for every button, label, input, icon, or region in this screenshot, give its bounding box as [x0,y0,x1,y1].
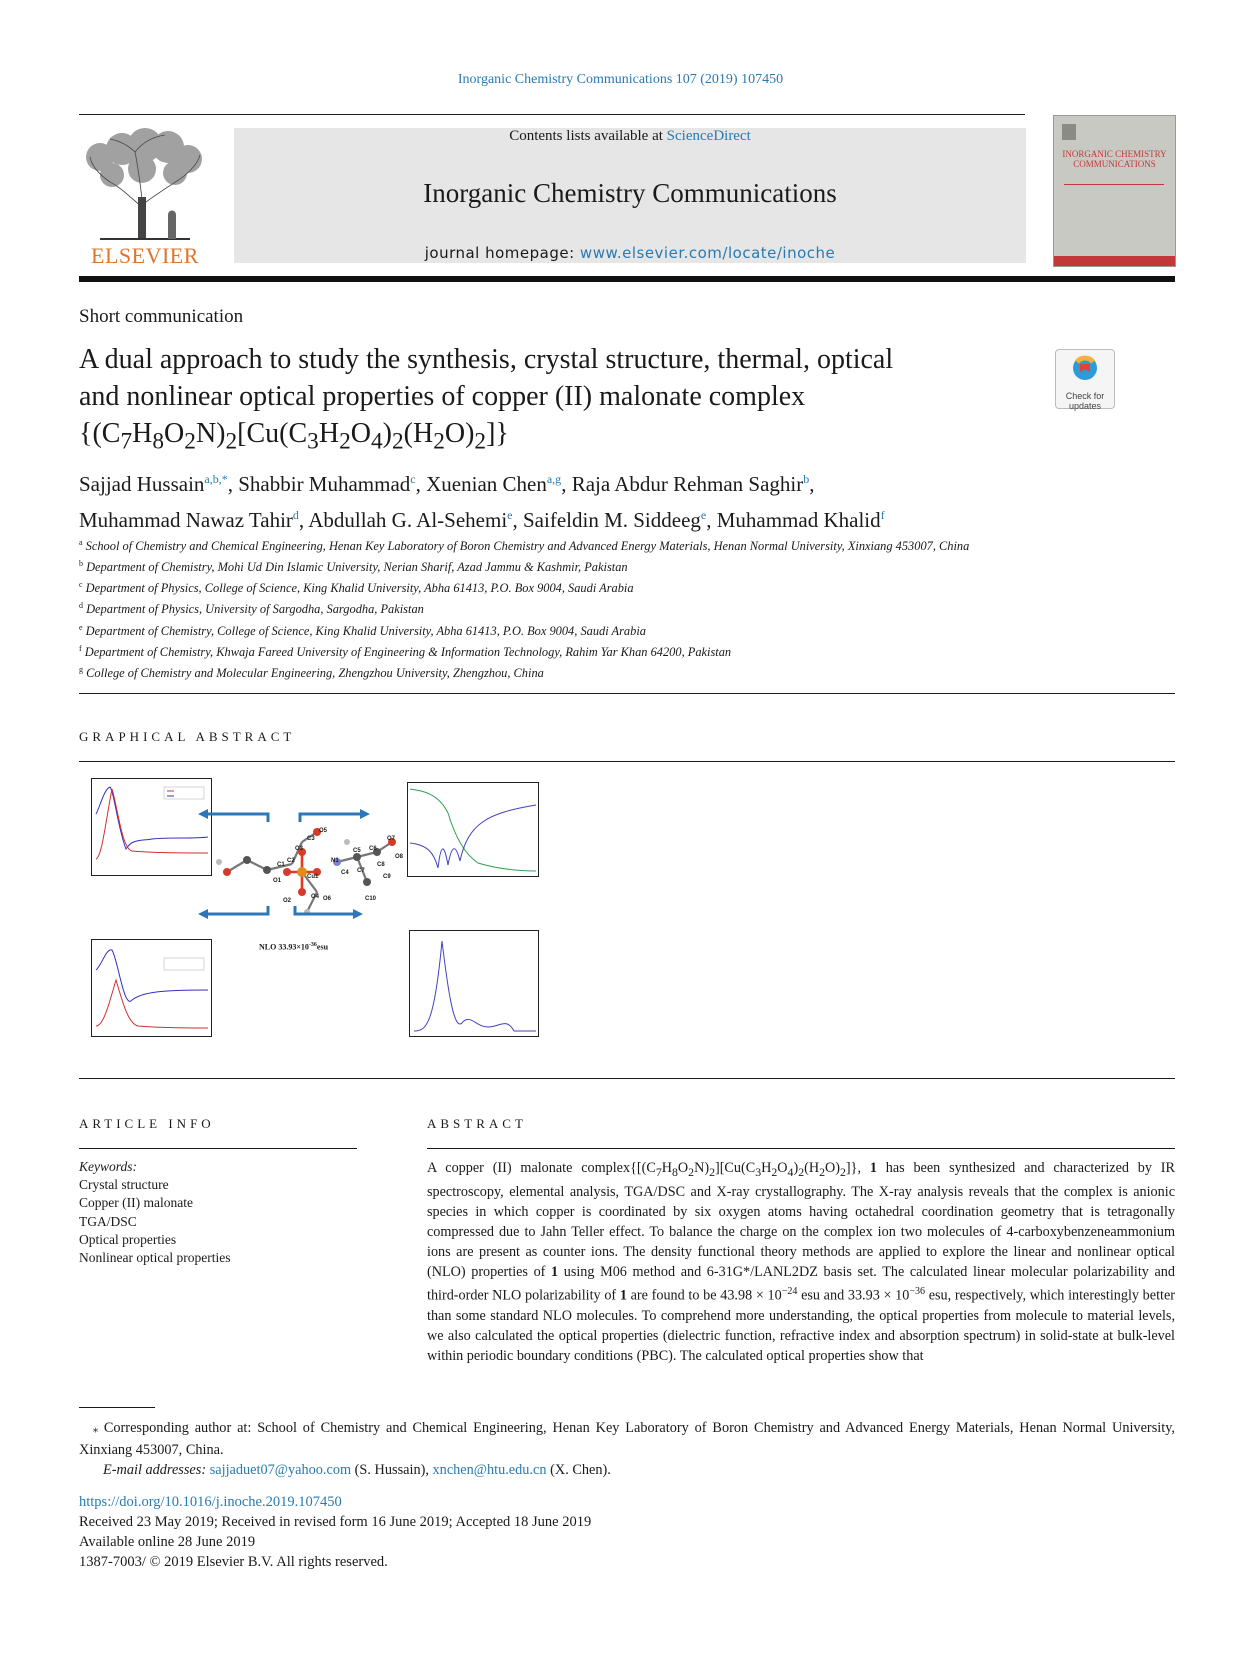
title-formula: $\{(C_7H_8O_2N)_2[Cu(C_3H_2O_4)_2(H_2O)_2]\}$ [79,418,509,455]
abstract-label: ABSTRACT [427,1116,527,1131]
title-line-1: A dual approach to study the synthesis, crystal structure, thermal, optical [79,344,894,375]
author-name: Muhammad Khalid [716,508,881,532]
email-owner: (X. Chen). [546,1462,611,1478]
atom-label: O2 [283,898,292,904]
email-link-hussain[interactable]: sajjaduet07@yahoo.com [209,1462,352,1478]
author-entry [572,472,815,496]
absorption-spectrum-plot [409,930,539,1037]
abstract-part: using M06 method and 6-31G*/LANL2DZ basis set. The calculated linear molecular polarizability and third-order NLO polarizability of [427,1263,1175,1304]
atom-label: O5 [319,828,328,834]
affiliation-key: e [79,622,83,632]
contents-line [234,128,1026,145]
exponent: −24 [781,1285,798,1297]
keyword-item: Copper (II) malonate [79,1195,193,1211]
corresponding-author-note [79,1418,1175,1480]
atom-label: N1 [331,858,339,864]
homepage-link[interactable]: www.elsevier.com/locate/inoche [579,244,836,262]
tga-dsc-plot [407,782,539,877]
nlo-unit: esu [316,942,329,952]
author-affiliation-marker[interactable]: e [507,508,513,522]
nlo-value-label [259,942,328,952]
abstract-part: esu, respectively, which interestingly better than some standard NLO molecules. To comprehend more understanding, the optical properties from molecule to material levels, we also calculated the optical properties (dielectric function, refractive index and absorption spectrum) in solid-state at bulk-level within periodic boundary conditions (PBC). The calculated optical properties show that [427,1287,1175,1364]
author-affiliation-marker[interactable]: b [803,472,810,486]
author-entry [79,508,308,532]
elsevier-logo[interactable] [80,127,210,243]
author-affiliation-marker[interactable]: f [880,508,885,522]
complex-formula: $\{[(C_7H_8O_2N)_2][Cu(C_3H_2O_4)_2(H_2O)_2]\}$, 1 [630,1160,877,1179]
author-name: Xuenian Chen [426,472,547,496]
article-info-rule [79,1148,357,1149]
affiliation-item [79,534,1049,555]
check-updates-label-2: updates [1068,401,1102,411]
email-link-chen[interactable]: xnchen@htu.edu.cn [432,1462,547,1478]
copyright-line: 1387-7003/ © 2019 Elsevier B.V. All rights reserved. [79,1554,388,1570]
article-history [79,1492,979,1572]
refractive-index-plot [91,939,212,1037]
journal-cover-thumbnail[interactable] [1053,115,1176,267]
journal-reference[interactable]: Inorganic Chemistry Communications 107 (2019) 107450 [457,72,784,87]
arrow-left-top-icon [194,808,274,828]
keyword-item: TGA/DSC [79,1213,137,1229]
author-entry [523,508,717,532]
author-entry [308,508,523,532]
abstract-part: are found to be 43.98 × 10 [626,1287,782,1304]
author-entry [79,472,238,496]
abstract-part: A copper (II) malonate complex [427,1160,631,1176]
affiliation-key: g [79,664,83,674]
graphical-abstract-label: GRAPHICAL ABSTRACT [79,729,296,744]
atom-label: O6 [323,896,332,902]
atom-label: Cu1 [307,874,319,880]
affiliation-list [79,534,1049,682]
keywords-label: Keywords: [79,1159,137,1174]
atom-label: C9 [383,874,391,880]
check-updates-icon [1056,350,1114,386]
affiliation-text: College of Chemistry and Molecular Engineering, Zhengzhou University, Zhengzhou, China [86,665,544,680]
homepage-prefix: journal homepage: [424,244,580,262]
article-info-label: ARTICLE INFO [79,1116,215,1131]
corresponding-line [79,1418,1175,1460]
author-affiliation-marker[interactable]: c [410,472,416,486]
compound-number: 1 [869,1160,877,1176]
article-title [79,341,1039,461]
nlo-exponent: -36 [308,942,317,948]
atom-label: C10 [365,896,377,902]
abstract-part: esu and 33.93 × 10 [797,1287,910,1304]
affiliation-key: a [79,538,83,547]
keywords-block [79,1158,359,1267]
author-affiliation-marker[interactable]: e [700,508,707,522]
graphical-abstract-rule [79,761,1175,762]
affiliation-item [79,640,1049,661]
atom-label: C3 [307,836,315,842]
affiliation-item [79,597,1049,618]
affiliation-item [79,555,1049,576]
author-separator: , [512,508,523,532]
author-separator: , [227,472,239,496]
author-entry [238,472,426,496]
author-affiliation-marker[interactable]: a,b,* [204,472,228,486]
online-date: Available online 28 June 2019 [79,1534,256,1550]
atom-label: C6 [369,846,377,852]
atom-label: C7 [357,868,365,874]
arrow-right-bottom-icon [289,902,369,922]
keyword-item: Nonlinear optical properties [79,1250,231,1266]
author-name: Shabbir Muhammad [238,472,411,496]
received-dates: Received 23 May 2019; Received in revised form 16 June 2019; Accepted 18 June 2019 [79,1514,592,1530]
affiliation-text: Department of Physics, University of Sargodha, Sargodha, Pakistan [86,602,424,617]
author-affiliation-marker[interactable]: d [292,508,299,522]
cover-divider [1064,184,1164,185]
arrow-left-bottom-icon [194,902,274,922]
author-entry [426,472,572,496]
journal-title: Inorganic Chemistry Communications [423,178,837,208]
author-separator: , [561,472,572,496]
cover-band [1054,256,1175,266]
arrow-right-top-icon [294,808,374,828]
cover-logo-icon [1062,124,1076,140]
homepage-line [234,244,1026,262]
compound-number: 1 [551,1263,559,1280]
check-updates-label-1: Check for [1065,391,1105,401]
nlo-value: NLO 33.93×10 [259,942,309,952]
affiliation-key: b [79,559,83,569]
exponent: −36 [909,1285,925,1297]
author-separator: , [298,508,309,532]
affiliation-key: d [79,601,83,611]
affiliation-key: c [79,580,83,590]
email-line [79,1460,1175,1480]
abstract-body [427,1158,1175,1366]
atom-label: O7 [387,836,396,842]
author-name: Sajjad Hussain [79,472,205,496]
atom-label: O4 [311,894,320,900]
affiliation-text: Department of Chemistry, Mohi Ud Din Islamic University, Nerian Sharif, Azad Jammu & Kashmir, Pakistan [86,560,628,575]
atom-label: C8 [377,862,385,868]
affiliation-text: Department of Chemistry, College of Science, King Khalid University, Abha 61413, P.O. Box 9004, Saudi Arabia [85,623,646,638]
keyword-item: Optical properties [79,1231,177,1247]
affiliation-item [79,619,1049,640]
author-separator: , [706,508,717,532]
affiliation-text: School of Chemistry and Chemical Engineering, Henan Key Laboratory of Boron Chemistry and Advanced Energy Materials, Henan Normal University, Xinxiang 453007, China [85,539,970,554]
keyword-item: Crystal structure [79,1177,169,1193]
article-type: Short communication [79,306,244,327]
corresponding-text: Corresponding author at: School of Chemistry and Chemical Engineering, Henan Key Laboratory of Boron Chemistry and Advanced Energy Materials, Henan Normal University, Xinxiang 453007, China. [79,1420,1175,1458]
check-for-updates-button[interactable] [1055,349,1115,409]
graphical-abstract-figure[interactable] [79,772,559,1047]
atom-label: O8 [395,854,404,860]
author-name: Raja Abdur Rehman Saghir [571,472,804,496]
sciencedirect-link[interactable]: ScienceDirect [666,128,751,144]
email-owner: (S. Hussain), [351,1462,433,1478]
affiliation-item [79,661,1049,682]
author-affiliation-marker[interactable]: a,g [546,472,562,486]
compound-number: 1 [619,1287,627,1304]
author-entry [717,508,885,532]
affiliation-item [79,576,1049,597]
atom-label: O3 [295,846,304,852]
author-name: Muhammad Nawaz Tahir [79,508,293,532]
atom-label: C2 [287,858,295,864]
abstract-rule [427,1148,1175,1149]
atom-label: C4 [341,870,349,876]
author-name: Abdullah G. Al-Sehemi [308,508,508,532]
author-name: Saifeldin M. Siddeeg [523,508,701,532]
title-line-2: and nonlinear optical properties of copper (II) malonate complex [79,381,806,412]
email-label: E-mail addresses: [103,1462,207,1478]
author-separator: , [415,472,427,496]
contents-prefix: Contents lists available at [509,128,667,144]
section-rule [79,693,1175,694]
author-separator: , [809,472,815,496]
elsevier-tree-icon [80,127,210,243]
atom-label: C1 [277,862,285,868]
doi-link[interactable]: https://doi.org/10.1016/j.inoche.2019.107450 [79,1494,342,1510]
section-rule-2 [79,1078,1175,1079]
affiliation-text: Department of Chemistry, Khwaja Fareed University of Engineering & Information Technology, Rahim Yar Khan 64200, Pakistan [84,644,732,659]
author-list [79,464,1079,536]
header-thick-rule [79,276,1175,282]
atom-label: O1 [273,878,282,884]
affiliation-text: Department of Physics, College of Science, King Khalid University, Abha 61413, P.O. Box 9004, Saudi Arabia [85,581,634,596]
publisher-name: ELSEVIER [91,243,199,268]
footnote-star: ⁎ [93,1424,98,1435]
affiliation-key: f [79,643,82,653]
atom-label: C5 [353,848,361,854]
cover-title: INORGANIC CHEMISTRY COMMUNICATIONS [1062,149,1167,169]
header-rule [79,114,1025,115]
abstract-part: has been synthesized and characterized by IR spectroscopy, elemental analysis, TGA/DSC and X-ray crystallography. The X-ray analysis reveals that the complex is anionic species in which copper is coordinated by six oxygen atoms having octahedral coordination geometry that is tetragonally compressed due to Jahn Teller effect. To balance the charge on the complex ion two molecules of 4-carboxybenzeneammonium ions are present as counter ions. The density functional theory methods are applied to explore the linear and nonlinear optical (NLO) properties of [427,1160,1175,1280]
footnote-rule [79,1407,155,1408]
